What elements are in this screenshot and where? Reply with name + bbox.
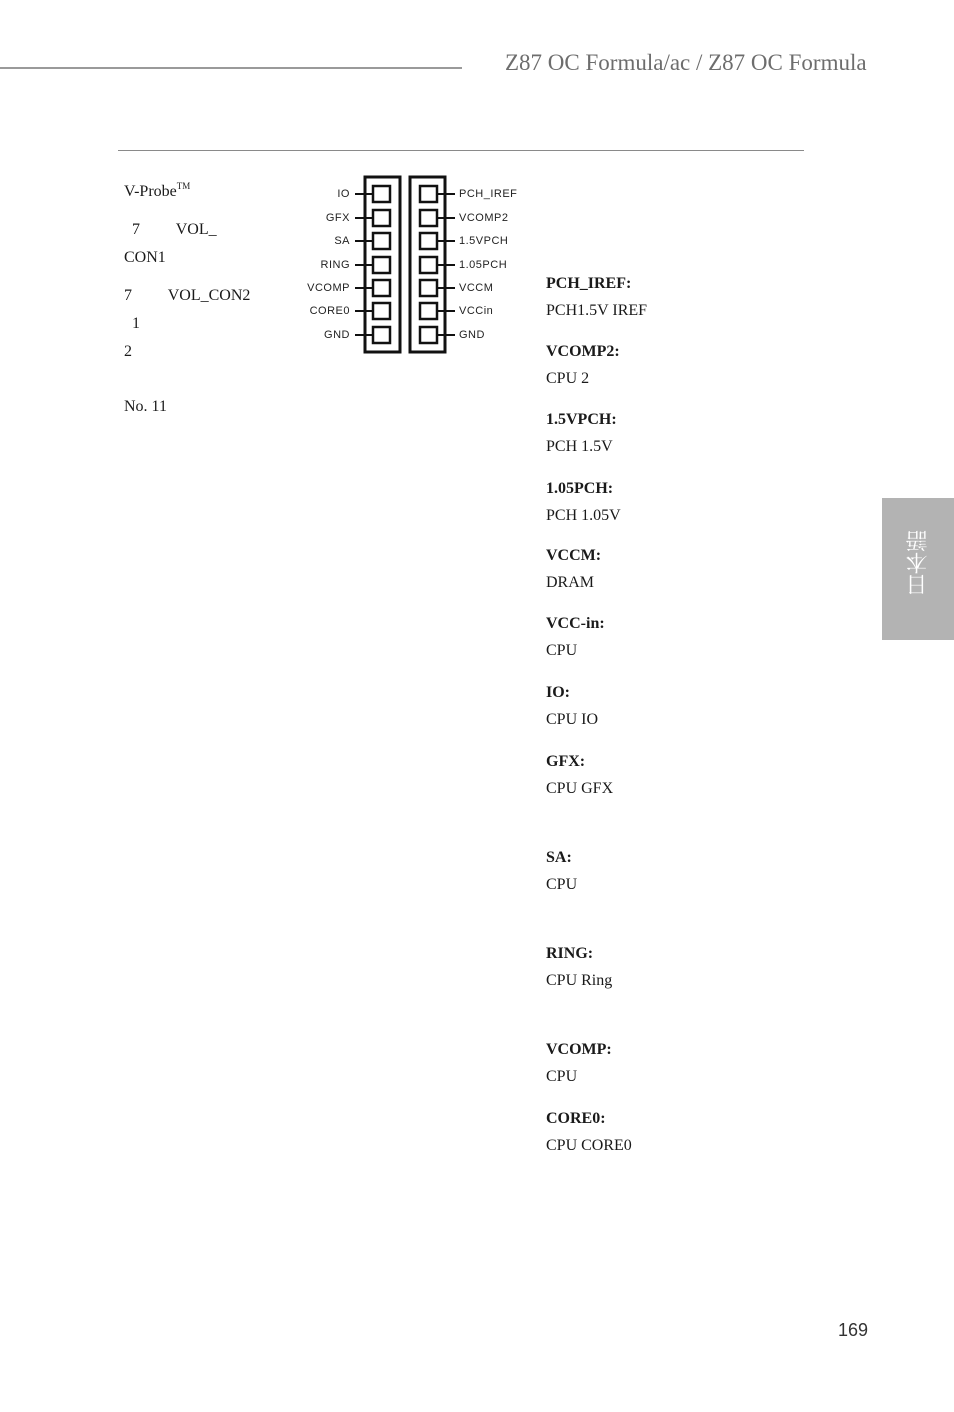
desc-gfx [546,748,846,802]
desc-text: PCH1.5V IREF [546,302,648,319]
desc-1-5vpch [546,406,846,460]
pin-label-left: VCOMP [307,282,350,294]
page-header-title: Z87 OC Formula/ac / Z87 OC Formula [505,50,867,75]
desc-term: CORE0: [546,1110,606,1127]
desc-vcc-in [546,610,846,664]
vprobe-text: V-Probe [124,183,177,200]
pin-square [420,327,437,343]
desc-vcomp [546,1036,846,1090]
pin-square [420,280,437,296]
desc-core0 [546,1105,846,1159]
pin-square [373,210,390,226]
pin-square [420,303,437,319]
pin-label-right: GND [459,329,485,341]
language-tab [882,498,954,640]
desc-pch-iref [546,270,846,324]
pin-square [420,257,437,273]
desc-text: CPU CORE0 [546,1137,632,1154]
desc-term: VCC-in: [546,615,605,632]
desc-text: PCH 1.5V [546,438,613,455]
desc-term: VCOMP: [546,1041,612,1058]
desc-term: VCCM: [546,547,602,564]
pin-label-left: IO [337,188,350,200]
page-number: 169 [838,1320,869,1340]
intro-line-3: CON1 [124,249,166,266]
intro-line-7: No. 11 [124,398,167,415]
pin-label-right: 1.5VPCH [459,235,509,247]
pin-label-right: VCCin [459,305,494,317]
intro-line-4: 7 VOL_CON2 [124,287,251,304]
pin-label-left: RING [320,259,350,271]
desc-text: CPU [546,1068,578,1085]
desc-vccm [546,542,846,596]
desc-text: CPU 2 [546,370,590,387]
language-tab-label: 日本語 [906,530,931,596]
pin-label-left: SA [334,235,350,247]
desc-term: GFX: [546,753,586,770]
pin-square [420,186,437,202]
desc-text: PCH 1.05V [546,507,621,524]
pin-square [373,280,390,296]
desc-text: CPU IO [546,711,599,728]
trademark-sup: TM [176,181,191,191]
desc-sa [546,844,846,898]
intro-line-2: 7 VOL_ [124,221,217,238]
desc-term: RING: [546,945,594,962]
pin-square [373,233,390,249]
pin-label-right: PCH_IREF [459,188,518,200]
pin-label-left: GFX [325,212,350,224]
desc-vcomp2 [546,338,846,392]
intro-line-6: 2 [124,343,132,360]
desc-text: CPU [546,876,578,893]
desc-term: 1.5VPCH: [546,411,617,428]
pin-square [373,303,390,319]
pin-square [420,233,437,249]
intro-line-5: 1 [124,315,140,332]
desc-text: CPU Ring [546,972,613,989]
desc-io [546,679,846,733]
pin-square [420,210,437,226]
pin-label-left: GND [324,329,350,341]
desc-term: SA: [546,849,572,866]
desc-ring [546,940,846,994]
desc-term: IO: [546,684,570,701]
pin-label-left: CORE0 [309,305,350,317]
pin-label-right: VCCM [459,282,494,294]
desc-text: CPU GFX [546,780,614,797]
desc-term: VCOMP2: [546,343,620,360]
desc-text: DRAM [546,574,595,591]
pin-label-right: 1.05PCH [459,259,508,271]
pin-label-right: VCOMP2 [459,212,509,224]
pin-square [373,327,390,343]
desc-text: CPU [546,642,578,659]
pin-square [373,257,390,273]
pin-square [373,186,390,202]
desc-1-05pch [546,475,846,529]
desc-term: 1.05PCH: [546,480,614,497]
desc-term: PCH_IREF: [546,275,632,292]
